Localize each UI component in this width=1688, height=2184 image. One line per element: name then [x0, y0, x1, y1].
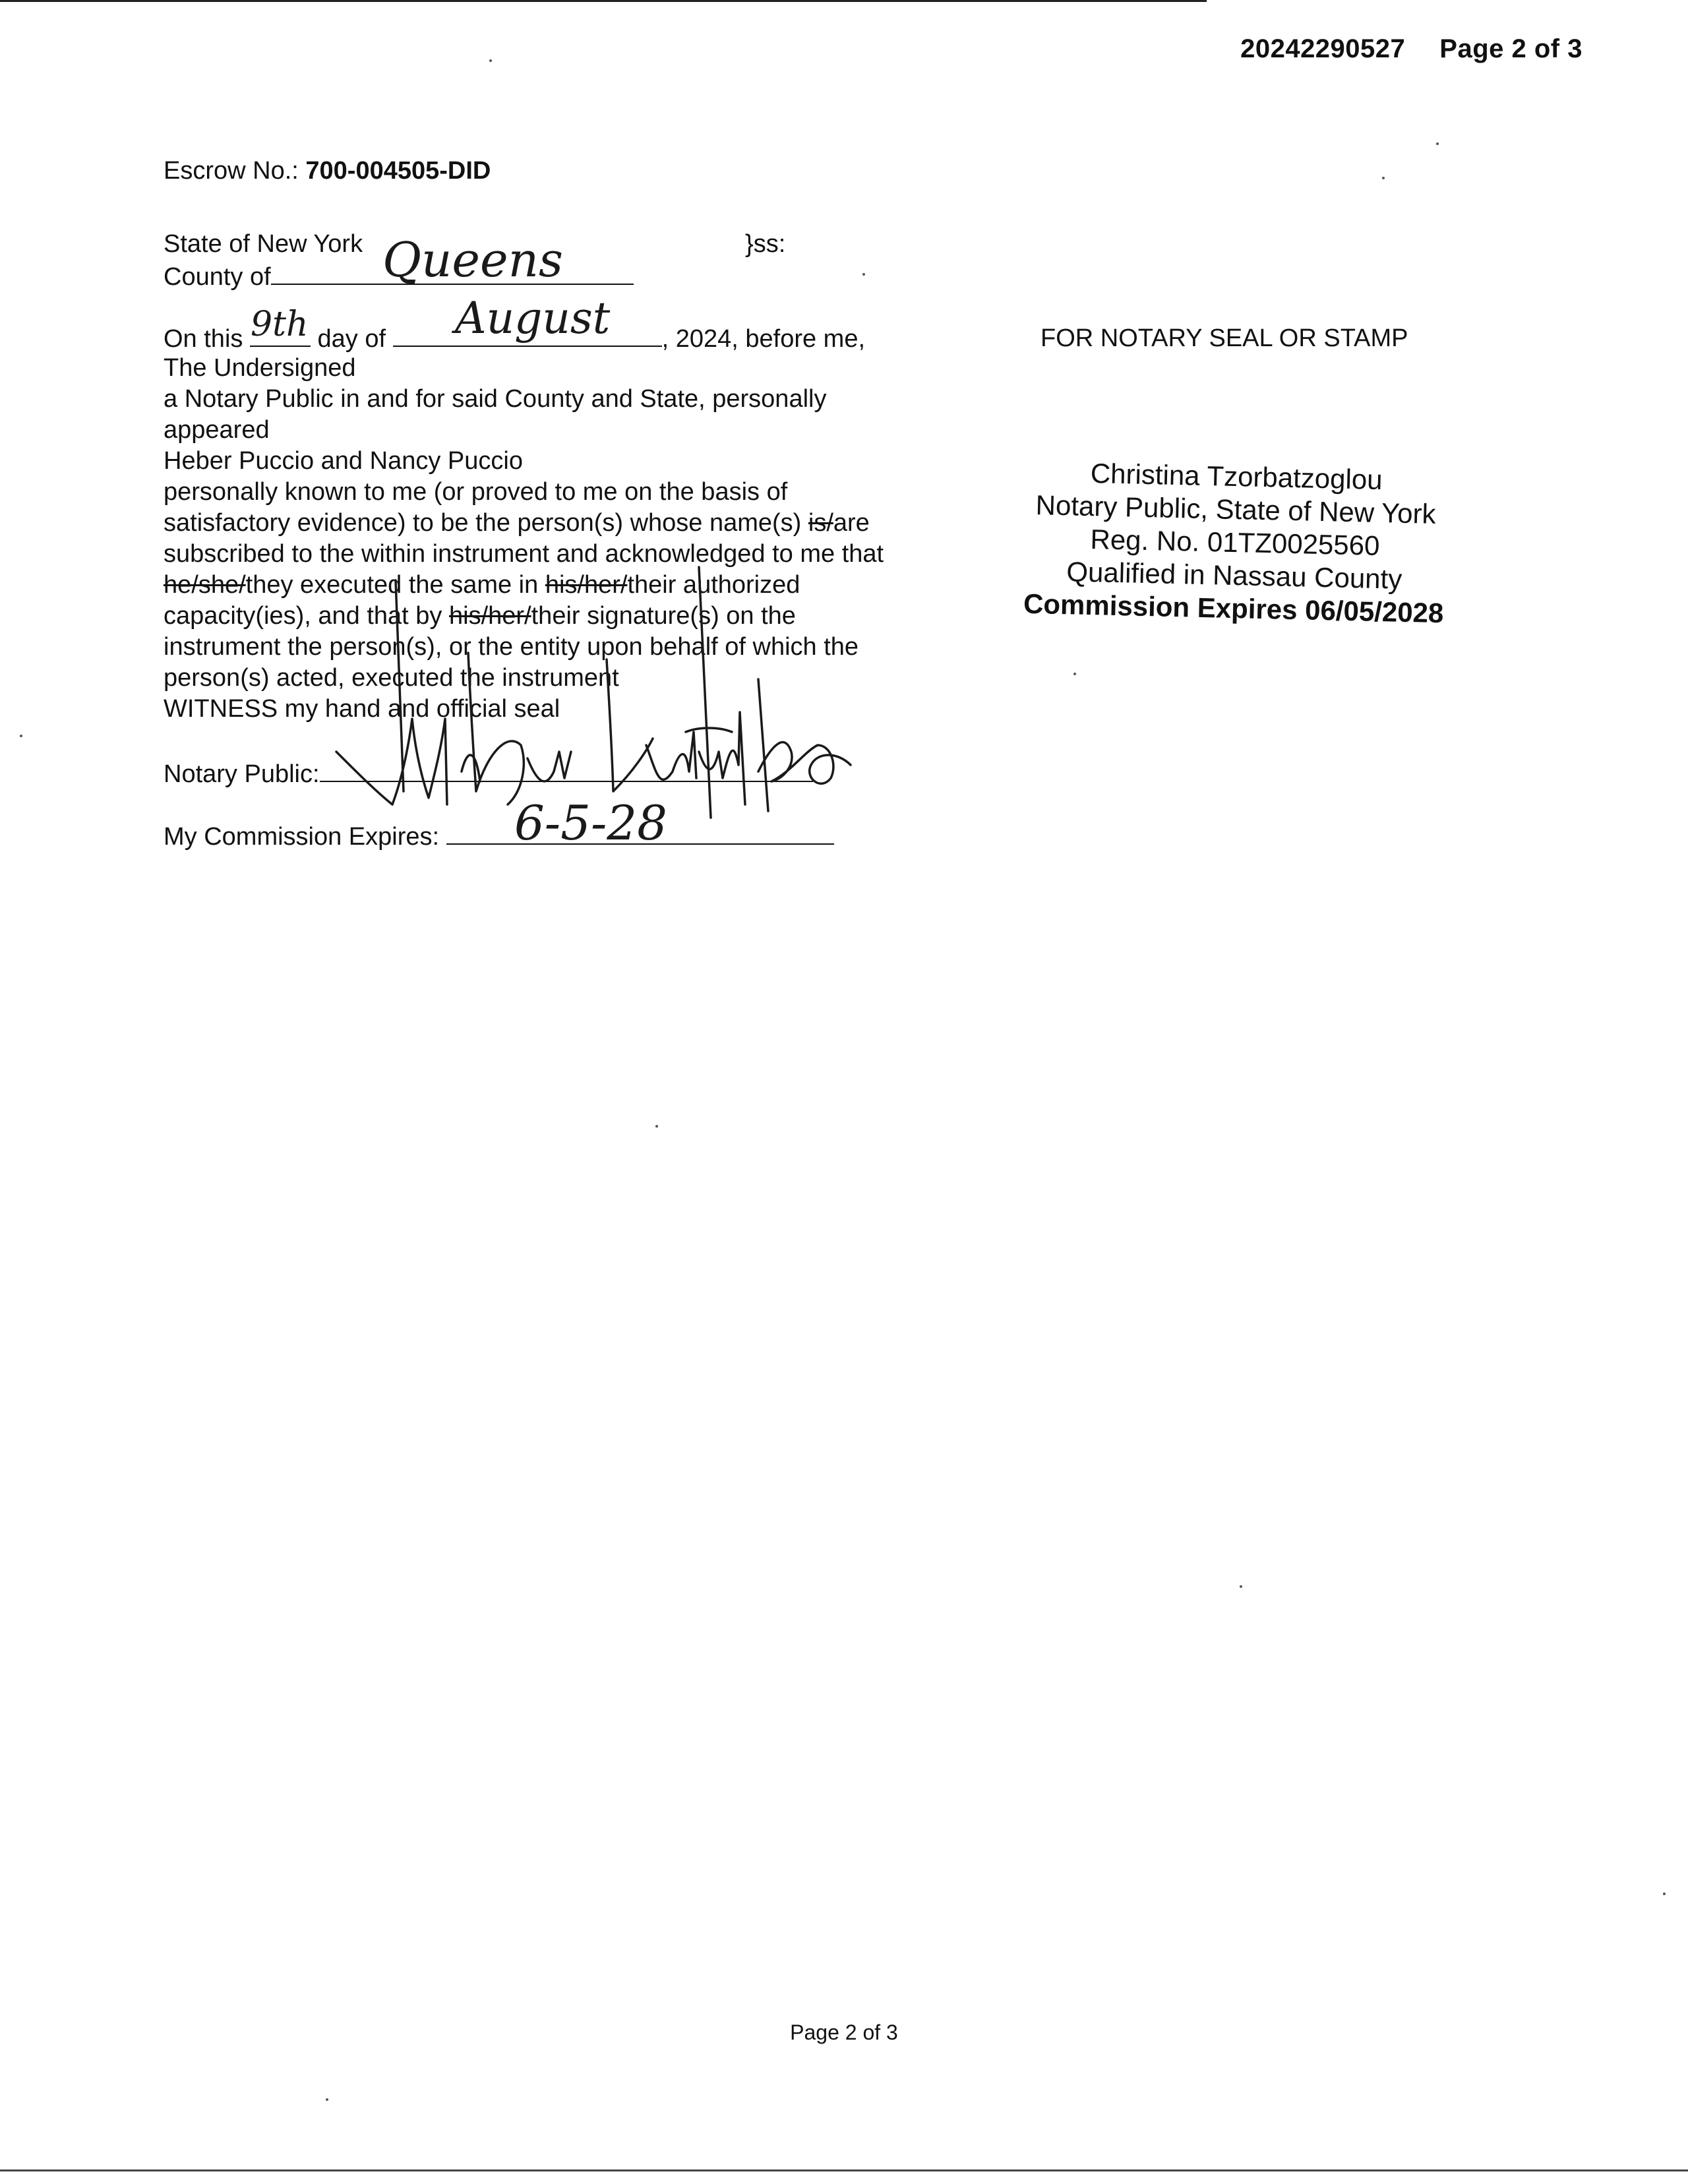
scan-speck [20, 735, 22, 737]
officer-line: The Undersigned [164, 354, 356, 382]
ack-line-7: satisfactory evidence) to be the person(s) whose name(s) is/are [164, 509, 870, 537]
scan-speck [862, 273, 865, 276]
scan-speck [489, 59, 492, 62]
notary-public-label: Notary Public: [164, 760, 320, 788]
scan-speck [1382, 177, 1385, 179]
stamp-line-expiry: Commission Expires 06/05/2028 [1023, 588, 1444, 629]
ack-line-4: appeared [164, 416, 270, 444]
ack-line-10: capacity(ies), and that by his/her/their signature(s) on the [164, 602, 796, 630]
stamp-line-reg: Reg. No. 01TZ0025560 [1090, 524, 1380, 561]
scan-speck [655, 1125, 658, 1128]
escrow-label: Escrow No.: [164, 157, 299, 185]
notary-stamp [1019, 456, 1451, 630]
scan-edge-bottom [0, 2169, 1688, 2171]
county-label: County of [164, 263, 271, 291]
scan-speck [1663, 1893, 1666, 1895]
ack-line-6: personally known to me (or proved to me on the basis of [164, 478, 788, 506]
commission-handwriting: 6-5-28 [514, 795, 667, 851]
state-text: State of New York [164, 230, 363, 258]
county-handwriting: Queens [382, 232, 563, 288]
state-line [164, 229, 363, 260]
escrow-line [164, 156, 491, 187]
page-header [1240, 34, 1582, 64]
ack-line-12: person(s) acted, executed the instrument [164, 664, 619, 692]
ack-line-11: instrument the person(s), or the entity upon behalf of which the [164, 633, 859, 661]
scan-edge-top [0, 0, 1207, 2]
day-handwriting: 9th [251, 305, 309, 344]
notary-signature [330, 554, 870, 844]
notary-seal-heading: FOR NOTARY SEAL OR STAMP [1040, 324, 1408, 352]
date-line: On this day of , 2024, before me, [164, 322, 865, 355]
page-footer: Page 2 of 3 [790, 2020, 898, 2044]
ack-line-9: he/she/they executed the same in his/her/their authorized [164, 571, 800, 599]
commission-label: My Commission Expires: [164, 823, 440, 851]
escrow-number: 700-004505-DID [305, 157, 491, 185]
scan-speck [1240, 1585, 1242, 1588]
stamp-line-title: Notary Public, State of New York [1035, 489, 1437, 530]
scan-speck [1436, 142, 1439, 145]
scan-speck [1073, 673, 1076, 675]
header-page-label: Page 2 of 3 [1439, 34, 1582, 63]
stamp-line-name: Christina Tzorbatzoglou [1090, 458, 1383, 496]
witness-line: WITNESS my hand and official seal [164, 695, 560, 723]
signers-names: Heber Puccio and Nancy Puccio [164, 447, 523, 475]
ack-line-8: subscribed to the within instrument and acknowledged to me that [164, 540, 884, 568]
ss-mark: }ss: [745, 230, 786, 258]
month-handwriting: August [455, 293, 611, 344]
ack-line-3: a Notary Public in and for said County and State, personally [164, 385, 827, 413]
stamp-line-county: Qualified in Nassau County [1066, 556, 1402, 595]
scan-speck [326, 2098, 328, 2101]
document-number: 20242290527 [1240, 34, 1406, 63]
